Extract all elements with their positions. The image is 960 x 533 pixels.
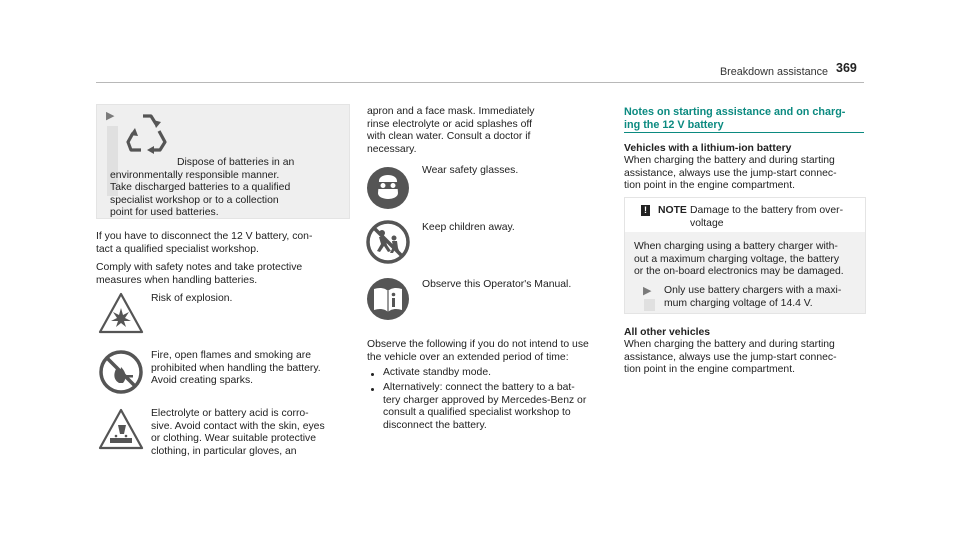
note-label: NOTE	[658, 205, 687, 216]
note-step: Only use battery chargers with a maxi- mum charging voltage of 14.4 V.	[664, 285, 842, 309]
bullet-standby: Activate standby mode.	[383, 367, 492, 378]
children-text: Keep children away.	[422, 222, 515, 233]
manual-text: Observe this Operator's Manual.	[422, 279, 572, 290]
page-number: 369	[836, 61, 857, 75]
corrosive-warning-icon	[98, 408, 144, 450]
recycling-text: Dispose of batteries in an environmentally responsible manner. Take discharged batteries to a qualified specialist workshop or to a collection point for used batteries.	[110, 157, 295, 219]
observe-paragraph: Observe the following if you do not intend to use the vehicle over an extended period of time:	[367, 339, 589, 363]
note-body: When charging using a battery charger with- out a maximum charging voltage, the battery or the on-board electronics may be damaged.	[634, 241, 844, 278]
section-heading-rule	[624, 132, 864, 133]
glasses-text: Wear safety glasses.	[422, 165, 519, 176]
bullet-dot	[371, 373, 374, 376]
lithium-paragraph: When charging the battery and during starting assistance, always use the jump-start connec- tion point in the engine compartment.	[624, 155, 837, 192]
recycling-icon	[123, 111, 171, 157]
running-header-title: Breakdown assistance	[719, 66, 828, 78]
subheading-lithium: Vehicles with a lithium-ion battery	[624, 143, 792, 154]
safety-glasses-icon	[365, 165, 411, 211]
protective-continuation-text: apron and a face mask. Immediately rinse electrolyte or acid splashes off with clean water. Consult a doctor if necessary.	[367, 106, 535, 155]
no-open-flame-icon	[98, 349, 144, 395]
section-heading: Notes on starting assistance and on charg- ing the 12 V battery	[624, 106, 846, 131]
keep-children-away-icon	[365, 219, 411, 265]
note-title-text: Damage to the battery from over- voltage	[690, 205, 844, 229]
explosion-warning-icon	[98, 292, 144, 334]
bullet-alternative: Alternatively: connect the battery to a bat- tery charger approved by Mercedes-Benz or consult a qualified specialist workshop to disconnect the battery.	[383, 382, 587, 431]
step-arrow-icon: ▶	[106, 110, 115, 122]
subheading-other: All other vehicles	[624, 327, 711, 338]
note-exclamation-icon: !	[641, 205, 650, 216]
step-indicator-bar	[644, 299, 655, 311]
explosion-text: Risk of explosion.	[151, 293, 233, 304]
header-divider	[96, 82, 864, 83]
note-title	[690, 205, 862, 230]
step-arrow-icon: ▶	[643, 285, 652, 297]
other-paragraph: When charging the battery and during starting assistance, always use the jump-start connec- tion point in the engine compartment.	[624, 339, 837, 376]
bullet-dot	[371, 388, 374, 391]
disconnect-paragraph: If you have to disconnect the 12 V battery, con- tact a qualified specialist workshop.	[96, 231, 313, 255]
fire-text: Fire, open flames and smoking are prohibited when handling the battery. Avoid creating sparks.	[151, 350, 321, 387]
operators-manual-icon	[365, 276, 411, 322]
acid-text: Electrolyte or battery acid is corro- sive. Avoid contact with the skin, eyes or clothing. Wear suitable protective clothing, in particular gloves, an	[151, 408, 325, 457]
comply-paragraph: Comply with safety notes and take protective measures when handling batteries.	[96, 262, 303, 286]
